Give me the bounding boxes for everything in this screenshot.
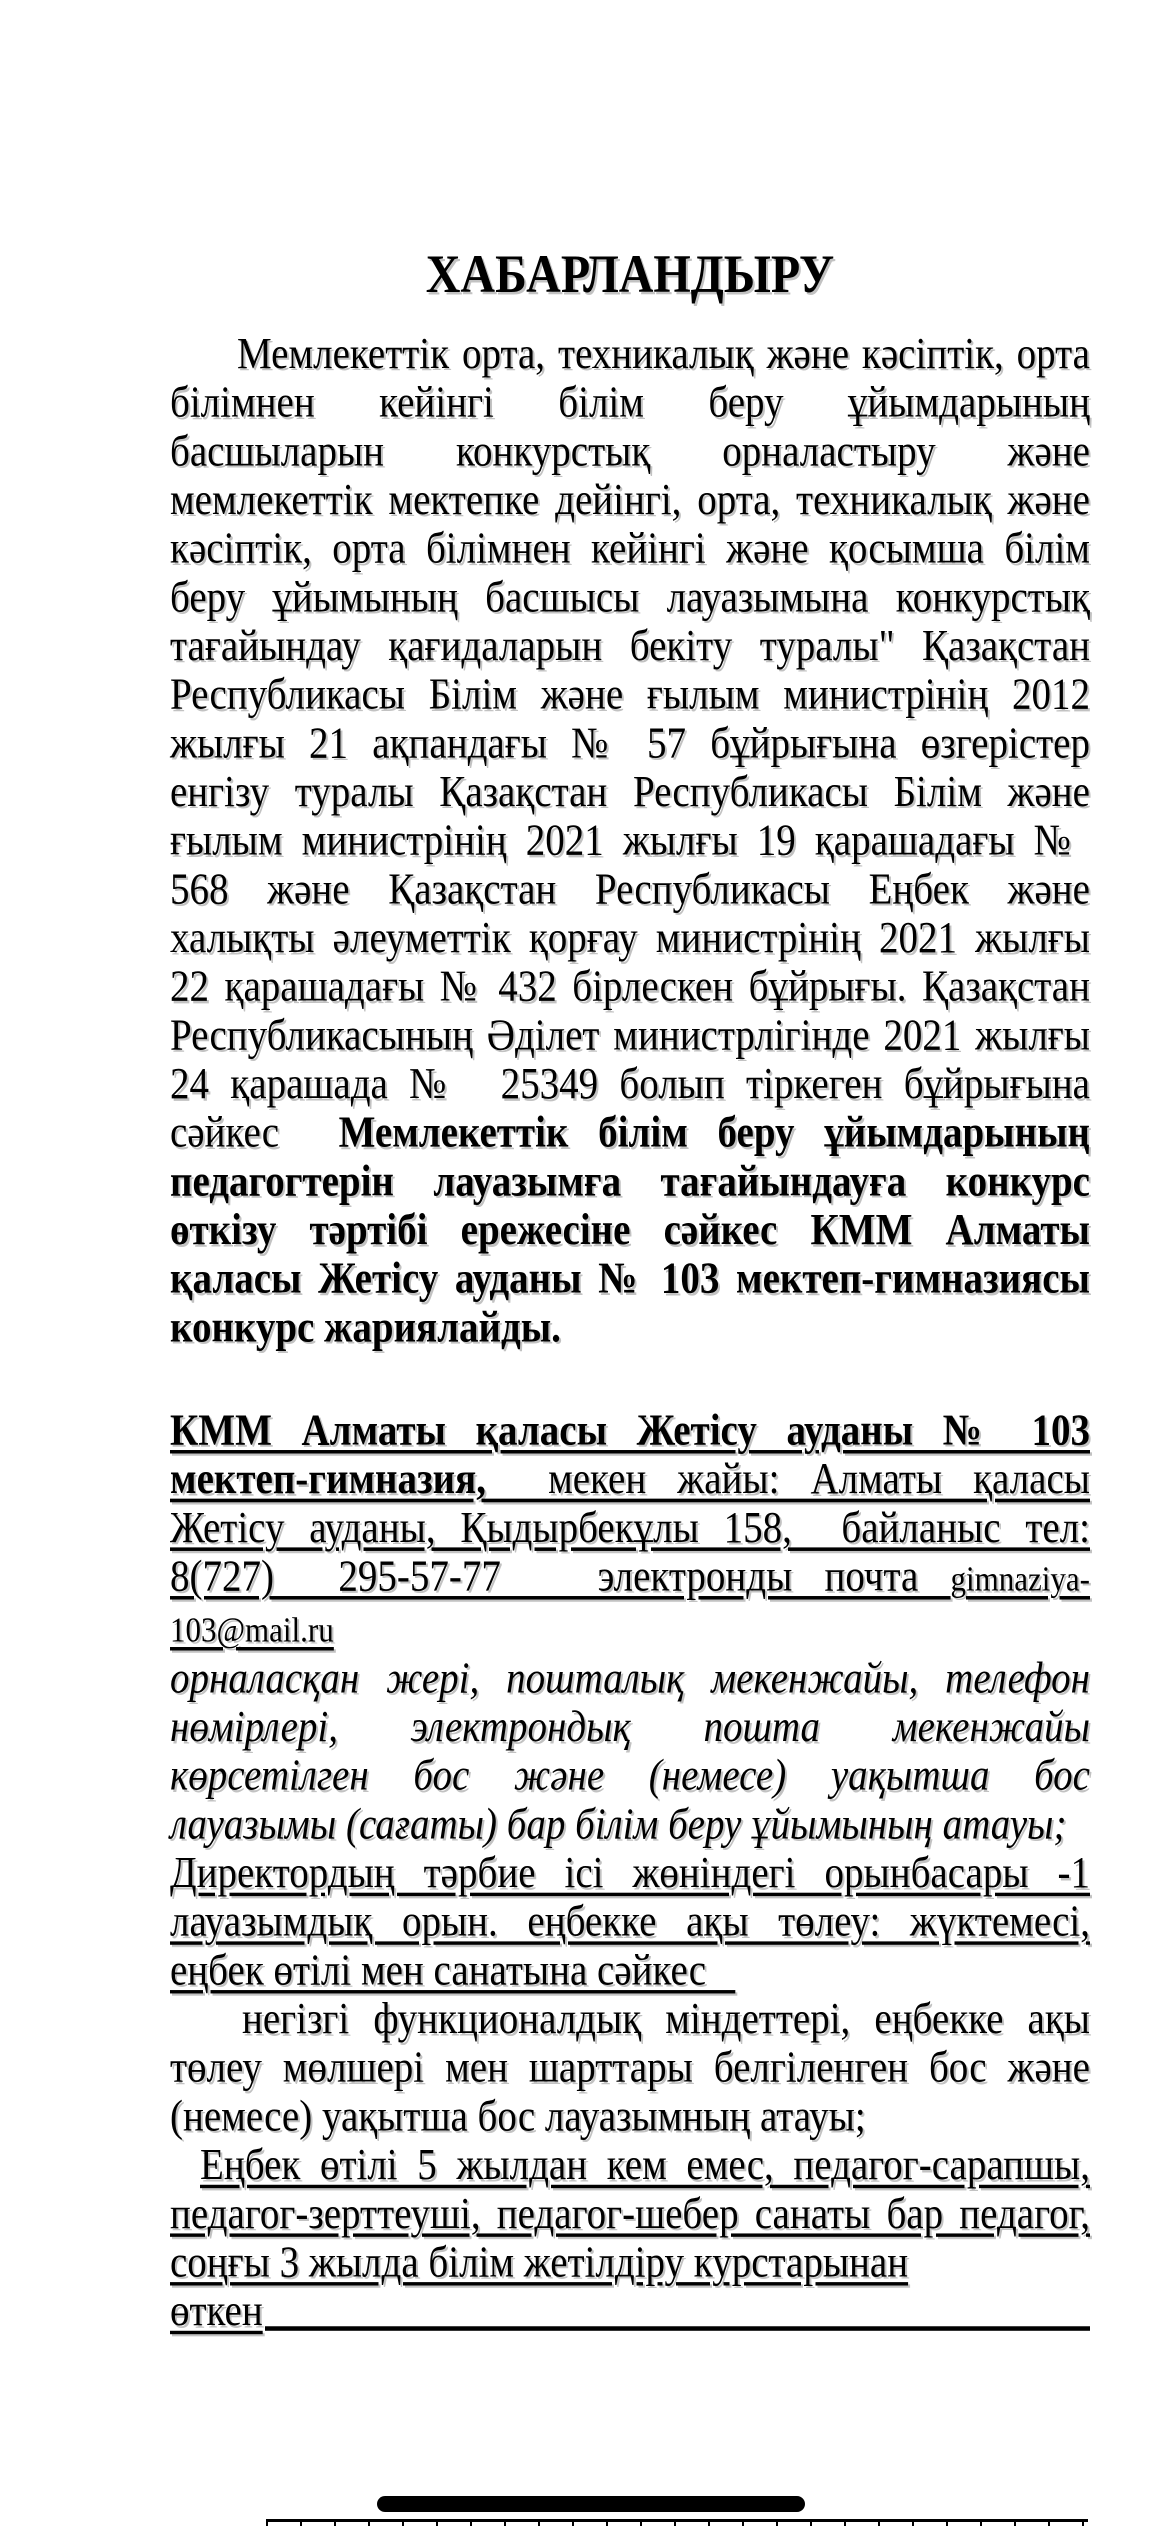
- continuation-word: өткен: [170, 2286, 263, 2336]
- home-indicator[interactable]: [377, 2496, 805, 2512]
- document-title: ХАБАРЛАНДЫРУ: [425, 244, 835, 305]
- paragraph-requirements: Еңбек өтілі 5 жылдан кем емес, педагог-сарапшы, педагог-зерттеуші, педагог-шебер санаты бар педагог, соңғы 3 жылда білім жетілдіру курстарынан: [170, 2140, 1090, 2287]
- decree-regular-text: Мемлекеттік орта, техникалық және кәсіптік, орта білімнен кейінгі білім беру ұйымдарының басшыларын конкурстық орналастыру және мемлекеттік мектепке дейінгі, орта, техникалық және кәсіптік, орта білімнен кейінгі және қосымша білім беру ұйымының басшысы лауазымына конкурстық тағайындау қағидаларын бекіту туралы" Қазақстан Республикасы Білім және ғылым министрінің 2012 жылғы 21 ақпандағы № 57 бұйрығына өзгерістер енгізу туралы Қазақстан Республикасы Білім және ғылым министрінің 2021 жылғы 19 қарашадағы № 568 және Қазақстан Республикасы Еңбек және халықты әлеуметтік қорғау министрінің 2021 жылғы 22 қарашадағы № 432 бірлескен бұйрығы. Қазақстан Республикасының Әділет министрлігінде 2021 жылғы 24 қарашада № 25349 болып тіркеген бұйрығына сәйкес: [170, 329, 1090, 1157]
- decree-announcement-bold-text: Мемлекеттік білім беру ұйымдарының педагогтерін лауазымға тағайындауға конкурс өткізу тәртібі ережесіне сәйкес КММ Алматы қаласы Жетісу ауданы № 103 мектеп-гимназиясы конкурс жариялайды.: [170, 1108, 1091, 1352]
- continuation-line: [170, 2287, 1090, 2336]
- school-email-text: gimnaziya-103@mail.ru: [170, 1558, 1090, 1650]
- paragraph-decree: [170, 329, 1090, 1351]
- paragraph-vacancy: Директордың тәрбие ісі жөніндегі орынбасары -1 лауазымдық орын. еңбекке ақы төлеу: жүктемесі, еңбек өтілі мен санатына сәйкес: [170, 1848, 1090, 1995]
- school-name-text: КММ Алматы қаласы Жетісу ауданы № 103 мектеп-гимназия,: [170, 1405, 1090, 1504]
- school-contacts-text: мекен жайы: Алматы қаласы Жетісу ауданы, Қыдырбекұлы 158, байланыс тел: 8(727) 295-57-77 электронды почта: [170, 1454, 1090, 1601]
- document-page[interactable]: [170, 0, 1090, 2335]
- partial-underscore-row: [266, 2519, 1088, 2526]
- paragraph-school-contacts: [170, 1406, 1090, 1654]
- paragraph-location-note: орналасқан жері, пошталық мекенжайы, телефон нөмірлері, электрондық пошта мекенжайы көрсетілген бос және (немесе) уақытша бос лауазымы (сағаты) бар білім беру ұйымының атауы;: [170, 1653, 1090, 1849]
- underscore-fill-line: [265, 2326, 1090, 2331]
- paragraph-duties-note: негізгі функционалдық міндеттері, еңбекке ақы төлеу мөлшері мен шарттары белгіленген бос және (немесе) уақытша бос лауазымның атауы;: [170, 1994, 1090, 2141]
